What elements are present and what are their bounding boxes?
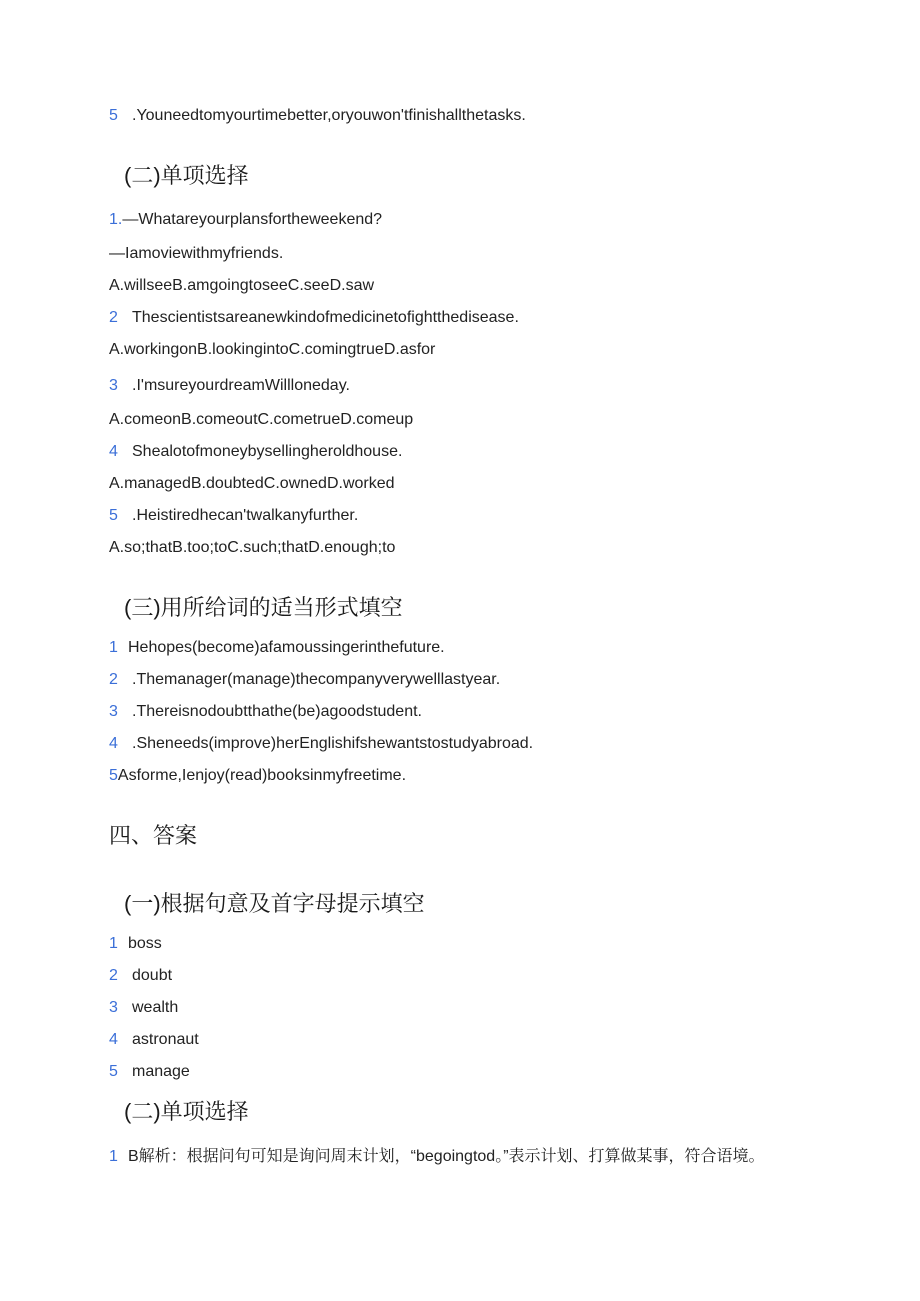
- word-form-item-1: [109, 638, 445, 658]
- answer-item-2: [109, 966, 172, 986]
- question-text: .Heistiredhecan'twalkanyfurther.: [132, 507, 359, 524]
- section-title-answers: 四、答案: [109, 823, 198, 848]
- item-number: 4: [109, 1031, 118, 1048]
- choice-question-4: [109, 442, 402, 462]
- answer-item-4: [109, 1030, 199, 1050]
- item-number: 5: [109, 507, 118, 524]
- answer-item-3: [109, 998, 178, 1018]
- fill-item-5: [109, 106, 526, 126]
- answer-text: astronaut: [132, 1031, 199, 1048]
- item-text: .Thereisnodoubtthathe(be)agoodstudent.: [132, 703, 422, 720]
- answers-subtitle-single-choice: (二)单项选择: [124, 1099, 249, 1124]
- choice-question-2: [109, 308, 519, 328]
- answer-text: wealth: [132, 999, 179, 1016]
- question-text: .I'msureyourdreamWillloneday.: [132, 377, 350, 394]
- answers-subtitle-fill-blanks: (一)根据句意及首字母提示填空: [124, 891, 425, 916]
- choice-options-2: A.workingonB.lookingintoC.comingtrueD.asfor: [109, 341, 436, 358]
- item-number: 2: [109, 967, 118, 984]
- item-number: 5: [109, 767, 118, 784]
- choice-question-5: [109, 506, 358, 526]
- item-number: 3: [109, 999, 118, 1016]
- item-number: 1: [109, 639, 118, 656]
- word-form-item-2: [109, 670, 500, 690]
- answer-text: manage: [132, 1063, 190, 1080]
- answer-item-5: [109, 1062, 190, 1082]
- choice-question-1-reply: —Iamoviewithmyfriends.: [109, 245, 284, 262]
- word-form-item-3: [109, 702, 422, 722]
- word-form-item-5: [109, 766, 406, 786]
- answer-item-1: [109, 934, 162, 954]
- answer-text: boss: [128, 935, 162, 952]
- item-number: 4: [109, 735, 118, 752]
- item-number: 1: [109, 1148, 118, 1165]
- answer-text: doubt: [132, 967, 173, 984]
- section-title-single-choice: (二)单项选择: [124, 163, 249, 188]
- answer-text: B解析：根据问句可知是询问周末计划，“begoingtod。”表示计划、打算做某事，符合语境。: [128, 1148, 765, 1165]
- item-number: 1: [109, 935, 118, 952]
- choice-question-3: [109, 376, 350, 396]
- item-text: .Sheneeds(improve)herEnglishifshewantstostudyabroad.: [132, 735, 534, 752]
- item-number: 2: [109, 671, 118, 688]
- item-text: Asforme,Ienjoy(read)booksinmyfreetime.: [117, 767, 407, 784]
- answer-choice-item-1: [109, 1147, 765, 1167]
- item-number: 3: [109, 377, 118, 394]
- item-number: 5: [109, 1063, 118, 1080]
- item-text: .Themanager(manage)thecompanyverywelllastyear.: [132, 671, 501, 688]
- section-title-word-form: (三)用所给词的适当形式填空: [124, 595, 403, 620]
- item-number: 3: [109, 703, 118, 720]
- choice-options-3: A.comeonB.comeoutC.cometrueD.comeup: [109, 411, 414, 428]
- item-number: 1.: [109, 211, 123, 228]
- question-text: —Whatareyourplansfortheweekend?: [122, 211, 383, 228]
- question-text: Thescientistsareanewkindofmedicinetofightthedisease.: [132, 309, 519, 326]
- item-text: Hehopes(become)afamoussingerinthefuture.: [128, 639, 445, 656]
- choice-options-5: A.so;thatB.too;toC.such;thatD.enough;to: [109, 539, 396, 556]
- choice-question-1: [109, 210, 382, 230]
- item-number: 2: [109, 309, 118, 326]
- word-form-item-4: [109, 734, 533, 754]
- choice-options-4: A.managedB.doubtedC.ownedD.worked: [109, 475, 395, 492]
- choice-options-1: A.willseeB.amgoingtoseeC.seeD.saw: [109, 277, 375, 294]
- item-number: 4: [109, 443, 118, 460]
- question-text: Shealotofmoneybysellingheroldhouse.: [132, 443, 403, 460]
- item-text: .Youneedtomyourtimebetter,oryouwon'tfinishallthetasks.: [132, 107, 526, 124]
- item-number: 5: [109, 107, 118, 124]
